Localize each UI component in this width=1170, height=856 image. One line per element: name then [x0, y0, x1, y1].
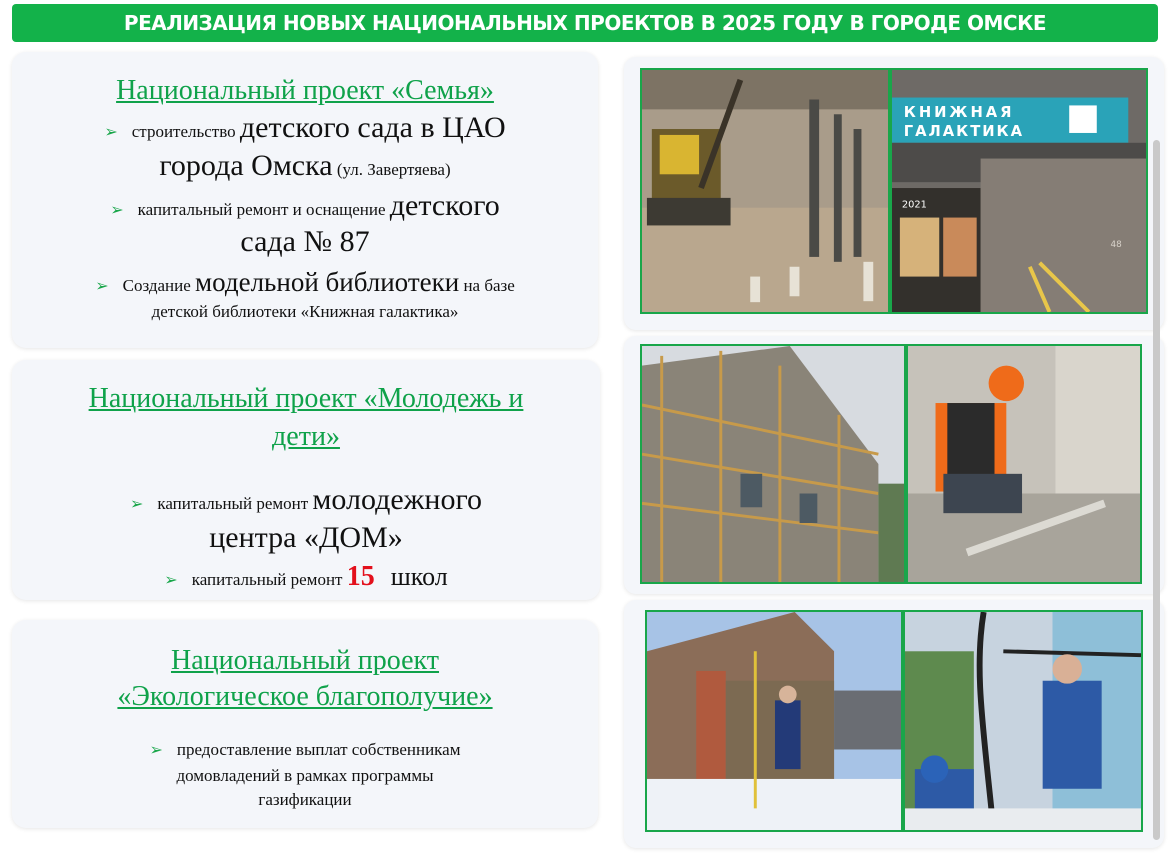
photo-worker-repair: [906, 344, 1142, 584]
list-item-continued: домовладений в рамках программы: [176, 766, 434, 785]
arrow-bullet-icon: ➢: [110, 200, 124, 219]
arrow-bullet-icon: ➢: [164, 570, 178, 589]
library-sign-text: КНИЖНАЯ: [903, 104, 1015, 122]
schools-count: 15: [346, 561, 375, 592]
project-card-youth: [12, 360, 600, 600]
photo-card-family: [624, 57, 1164, 330]
photo-gas-pipe-workers: [903, 610, 1143, 832]
list-item-continued: сада № 87: [240, 225, 370, 258]
photo-card-youth: [624, 336, 1164, 594]
arrow-bullet-icon: ➢: [104, 122, 118, 141]
list-item-continued: детской библиотеки «Книжная галактика»: [151, 302, 459, 321]
photo-card-ecology: [624, 600, 1164, 848]
list-item: ➢ предоставление выплат собственникам: [149, 740, 461, 759]
door-number: 2021: [901, 199, 927, 211]
photo-youth-center-scaffolding: [640, 344, 906, 584]
arrow-bullet-icon: ➢: [95, 276, 109, 295]
arrow-bullet-icon: ➢: [149, 740, 163, 759]
photo-library-entrance: [890, 68, 1148, 314]
project-card-family: [12, 52, 598, 348]
library-sign-text-2: ГАЛАКТИКА: [903, 122, 1025, 140]
list-item-continued: города Омска (ул. Завертяева): [159, 149, 451, 182]
vertical-scrollbar[interactable]: [1153, 140, 1160, 840]
photo-kindergarten-construction: [640, 68, 890, 314]
project-title-youth[interactable]: Национальный проект «Молодежь и: [88, 383, 524, 414]
list-item: ➢ капитальный ремонт молодежного: [129, 483, 483, 516]
list-item-continued: газификации: [258, 790, 352, 809]
list-item: ➢ капитальный ремонт 15 школ: [164, 561, 448, 592]
header-banner: РЕАЛИЗАЦИЯ НОВЫХ НАЦИОНАЛЬНЫХ ПРОЕКТОВ В 2025 ГОДУ В ГОРОДЕ ОМСКЕ: [12, 4, 1158, 42]
project-card-ecology: [12, 620, 598, 828]
list-item: ➢ капитальный ремонт и оснащение детского: [110, 189, 500, 222]
wall-number: 48: [1110, 240, 1122, 251]
project-title-family[interactable]: Национальный проект «Семья»: [116, 75, 494, 106]
list-item-continued: центра «ДОМ»: [209, 521, 403, 554]
photo-gas-worker-snow: [645, 610, 903, 832]
project-title-youth-cont[interactable]: дети»: [272, 421, 340, 452]
project-title-ecology-cont[interactable]: «Экологическое благополучие»: [117, 681, 493, 712]
list-item: ➢ строительство детского сада в ЦАО: [104, 111, 506, 144]
arrow-bullet-icon: ➢: [129, 494, 144, 513]
list-item: ➢ Создание модельной библиотеки на базе: [95, 267, 515, 297]
project-title-ecology[interactable]: Национальный проект: [170, 645, 440, 676]
